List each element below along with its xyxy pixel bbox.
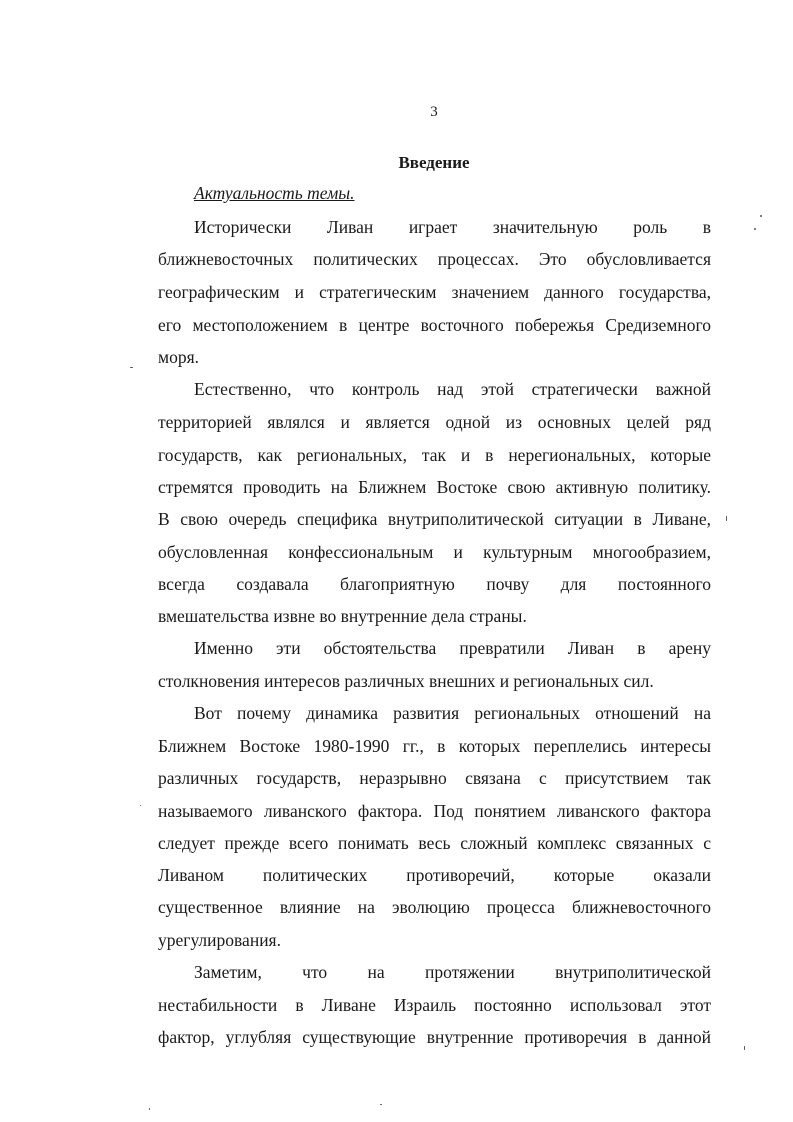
text-line: столкновения интересов различных внешних и региональных сил.	[158, 671, 654, 691]
text-line: урегулирования.	[158, 930, 281, 950]
text-line: обусловленная конфессиональным и культурным многообразием,	[158, 542, 711, 562]
text-line: ближневосточных политических процессах. Это обусловливается	[158, 249, 711, 269]
text-line: нестабильности в Ливане Израиль постоянно использовал этот	[158, 995, 711, 1015]
text-line: Заметим, что на протяжении внутриполитической	[194, 962, 711, 982]
scan-speck	[149, 1108, 150, 1110]
text-line: его местоположением в центре восточного побережья Средиземного	[158, 315, 711, 335]
text-line: Естественно, что контроль над этой стратегически важной	[194, 379, 711, 399]
text-line: государств, как региональных, так и в нерегиональных, которые	[158, 445, 711, 465]
text-line: вмешательства извне во внутренние дела страны.	[158, 606, 527, 626]
scan-speck	[726, 516, 727, 521]
text-line: фактор, углубляя существующие внутренние противоречия в данной	[158, 1027, 711, 1047]
section-heading: Введение	[398, 153, 470, 172]
text-line: моря.	[158, 347, 199, 367]
text-line: называемого ливанского фактора. Под понятием ливанского фактора	[158, 801, 711, 821]
page-number: 3	[430, 104, 438, 120]
text-line: Именно эти обстоятельства превратили Ливан в арену	[194, 638, 711, 658]
scan-speck	[744, 1046, 745, 1050]
text-line: Ближнем Востоке 1980-1990 гг., в которых переплелись интересы	[158, 736, 711, 756]
scan-speck	[760, 215, 762, 217]
text-line: стремятся проводить на Ближнем Востоке свою активную политику.	[158, 477, 711, 497]
text-line: В свою очередь специфика внутриполитической ситуации в Ливане,	[158, 509, 711, 529]
scan-speck	[380, 1104, 382, 1105]
scan-speck	[754, 228, 756, 230]
text-line: географическим и стратегическим значением данного государства,	[158, 282, 711, 302]
text-line: всегда создавала благоприятную почву для постоянного	[158, 574, 711, 594]
text-line: Ливаном политических противоречий, которые оказали	[158, 865, 711, 885]
text-line: различных государств, неразрывно связана с присутствием так	[158, 768, 711, 788]
text-line: территорией являлся и является одной из основных целей ряд	[158, 412, 711, 432]
scan-speck	[140, 805, 141, 806]
text-line: следует прежде всего понимать весь сложный комплекс связанных с	[158, 833, 711, 853]
subsection-title: Актуальность темы.	[194, 183, 355, 203]
scan-speck	[130, 367, 133, 368]
text-line: существенное влияние на эволюцию процесса ближневосточного	[158, 897, 711, 917]
text-line: Исторически Ливан играет значительную роль в	[194, 217, 711, 237]
text-line: Вот почему динамика развития региональных отношений на	[194, 703, 711, 723]
